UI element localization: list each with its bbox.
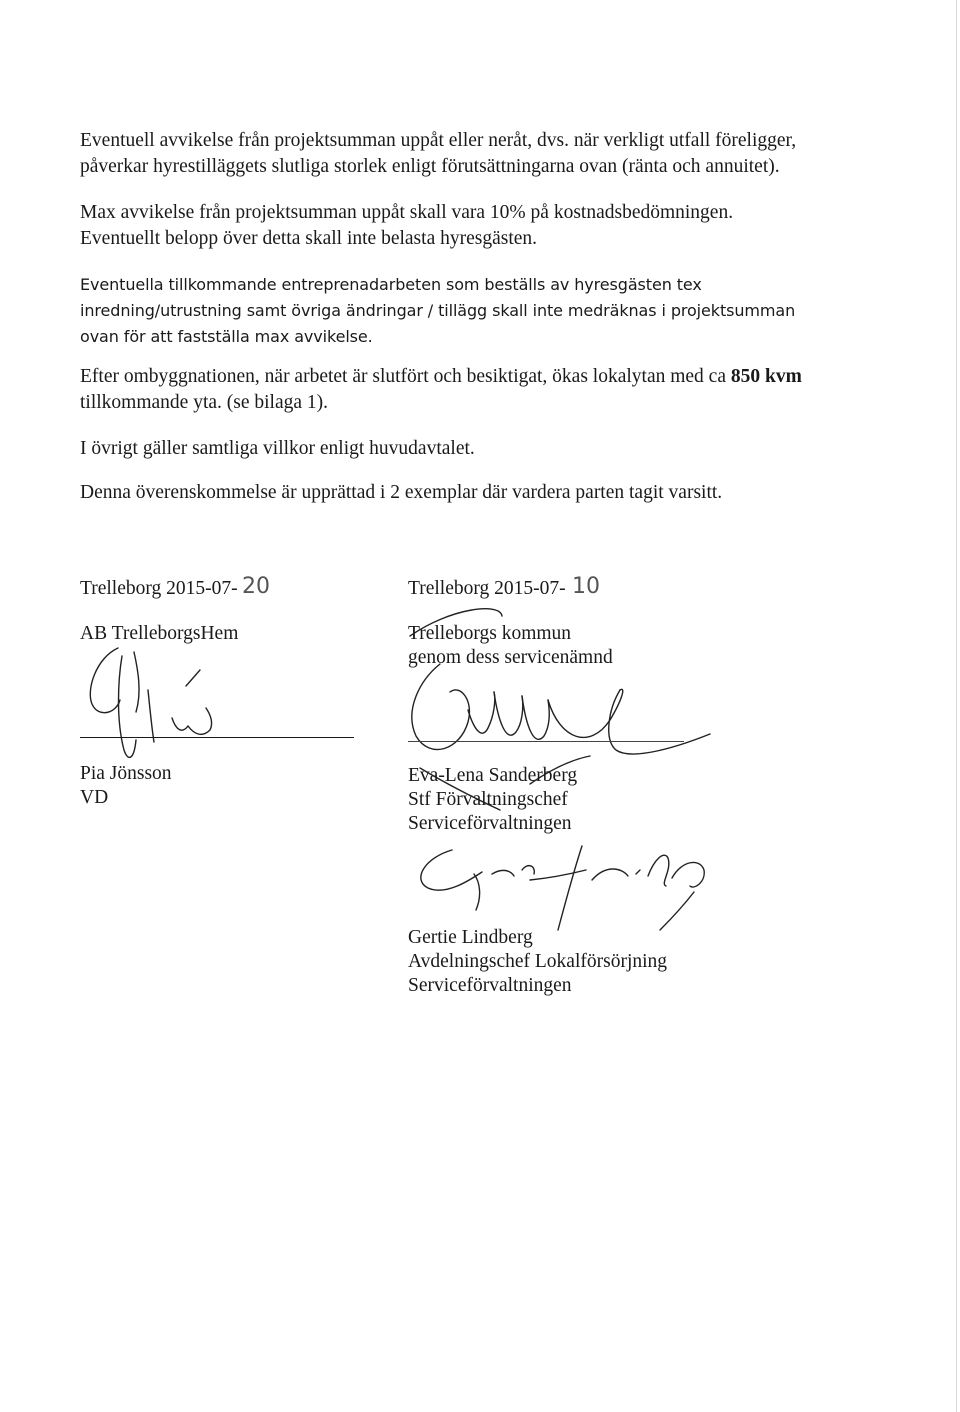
right-signer1-title: Stf Förvaltningschef bbox=[408, 789, 568, 810]
right-org-line2: genom dess servicenämnd bbox=[408, 647, 613, 668]
text-line: påverkar hyrestilläggets slutliga storlek enligt förutsättningarna ovan (ränta och annuitet). bbox=[80, 156, 780, 177]
left-signer-title: VD bbox=[80, 787, 109, 808]
paragraph-copies bbox=[80, 480, 880, 506]
text-line: Eventuellt belopp över detta skall inte belasta hyresgästen. bbox=[80, 228, 538, 249]
paragraph-max-deviation bbox=[80, 200, 880, 252]
left-signature-line bbox=[80, 737, 354, 738]
text-line: ovan för att fastställa max avvikelse. bbox=[80, 327, 373, 346]
text-line: Denna överenskommelse är upprättad i 2 exemplar där vardera parten tagit varsitt. bbox=[80, 482, 723, 503]
right-signer2-unit: Serviceförvaltningen bbox=[408, 975, 572, 996]
right-signer2-title: Avdelningschef Lokalförsörjning bbox=[408, 951, 668, 972]
text-line: tillkommande yta. (se bilaga 1). bbox=[80, 392, 329, 413]
signature-pia-jonsson bbox=[76, 630, 276, 770]
text-line: Eventuella tillkommande entreprenadarbeten som beställs av hyresgästen tex bbox=[80, 275, 702, 294]
scan-edge bbox=[956, 0, 957, 1412]
area-value: 850 kvm bbox=[730, 366, 802, 387]
right-org-line1: Trelleborgs kommun bbox=[408, 623, 572, 644]
left-date bbox=[80, 577, 238, 601]
right-signature-line bbox=[408, 741, 684, 742]
paragraph-area-increase bbox=[80, 364, 880, 416]
left-signer-name: Pia Jönsson bbox=[80, 763, 172, 784]
text-line: Eventuell avvikelse från projektsumman uppåt eller neråt, dvs. när verkligt utfall föreligger, bbox=[80, 130, 797, 151]
right-signer1-unit: Serviceförvaltningen bbox=[408, 813, 572, 834]
right-date bbox=[408, 577, 566, 601]
date-prefix: Trelleborg 2015-07- bbox=[408, 578, 566, 599]
paragraph-deviation bbox=[80, 128, 880, 180]
right-signer1-name: Eva-Lena Sanderberg bbox=[408, 765, 578, 786]
right-signer2-name: Gertie Lindberg bbox=[408, 927, 533, 948]
text-line bbox=[80, 364, 880, 390]
text-line: inredning/utrustning samt övriga ändringar / tillägg skall inte medräknas i projektsumman bbox=[80, 301, 796, 320]
right-date-handwritten: 10 bbox=[572, 574, 600, 599]
text-line: I övrigt gäller samtliga villkor enligt huvudavtalet. bbox=[80, 438, 475, 459]
paragraph-main-agreement bbox=[80, 436, 880, 462]
date-prefix: Trelleborg 2015-07- bbox=[80, 578, 238, 599]
text-line: Max avvikelse från projektsumman uppåt skall vara 10% på kostnadsbedömningen. bbox=[80, 202, 734, 223]
left-org: AB TrelleborgsHem bbox=[80, 623, 239, 644]
text-fragment: Efter ombyggnationen, när arbetet är slutfört och besiktigat, ökas lokalytan med ca bbox=[80, 366, 731, 387]
left-date-handwritten: 20 bbox=[242, 574, 270, 599]
paragraph-additional-works bbox=[80, 272, 880, 350]
